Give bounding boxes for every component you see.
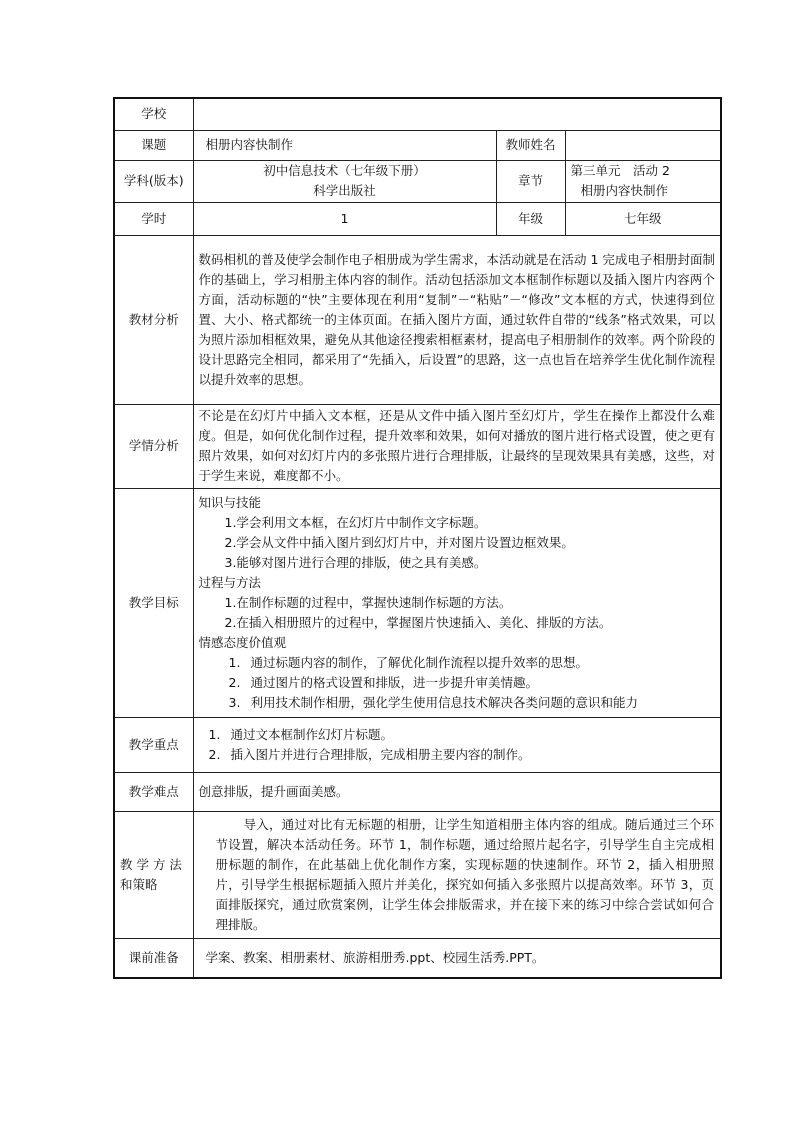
key-item-2 [199,745,716,765]
chapter-value [565,160,721,202]
goal-attitude-2-text: 通过图片的格式设置和排版，进一步提升审美情趣。 [250,674,539,690]
goal-attitude-3-num: 3. [228,694,241,710]
goal-attitude-3 [199,693,716,713]
key-item-2-num: 2. [208,746,221,762]
material-text: 数码相机的普及使学会制作电子相册成为学生需求，本活动就是在活动 1 完成电子相册封面制作的基础上，学习相册主体内容的制作。活动包括添加文本框制作标题以及插入图片内容两个方面，活动标题的“快”主要体现在利用“复制”－“粘贴”－“修改”文本框的方式，快速得到位置、大小、格式都统一的主体页面。在插入图片方面，通过软件自带的“线条”格式效果，可以为照片添加相框效果，避免从其他途径搜索相框素材，提高电子相册制作的效率。两个阶段的设计思路完全相同，都采用了“先插入，后设置”的思路，这一点也旨在培养学生优化制作流程以提升效率的思想。 [193,235,721,404]
method-text-cell [193,811,721,938]
row-topic [114,130,721,160]
row-key [114,717,721,772]
goals-heading-knowledge: 知识与技能 [198,494,262,510]
key-content [193,717,721,772]
goal-attitude-3-text: 利用技术制作相册，强化学生使用信息技术解决各类问题的意识和能力 [250,694,639,710]
row-method [114,811,721,938]
row-goals [114,488,721,717]
difficulty-label: 教学难点 [114,772,193,811]
subject-line1: 初中信息技术（七年级下册） [263,163,426,178]
goal-attitude-2-num: 2. [228,674,241,690]
goal-attitude-1-num: 1. [228,654,241,670]
row-hours [114,202,721,235]
material-label: 教材分析 [114,235,193,404]
key-item-1 [199,725,716,745]
row-learner [114,404,721,488]
method-label [114,811,193,938]
hours-value: 1 [193,202,496,235]
lesson-plan-table [113,97,722,979]
row-school [114,98,721,130]
goal-knowledge-3: 3.能够对图片进行合理的排版，使之具有美感。 [224,554,487,570]
goals-label: 教学目标 [114,488,193,717]
key-item-1-num: 1. [208,726,221,742]
topic-value: 相册内容快制作 [193,130,496,160]
subject-value [193,160,496,202]
method-label-line2: 和策略 [120,876,158,892]
difficulty-text: 创意排版，提升画面美感。 [193,772,721,811]
learner-label: 学情分析 [114,404,193,488]
grade-label: 年级 [496,202,565,235]
method-text: 导入，通过对比有无标题的相册，让学生知道相册主体内容的组成。随后通过三个环节设置，解决本活动任务。环节 1，制作标题，通过给照片起名字，引导学生自主完成相册标题的制作，在此基础上优化制作方案，实现标题的快速制作。环节 2，插入相册照片，引导学生根据标题插入照片并美化，探究如何插入多张照片以提高效率。环节 3，页面排版探究，通过欣赏案例，让学生体会排版需求，并在接下来的练习中综合尝试如何合理排版。 [215,816,715,932]
teacher-label: 教师姓名 [496,130,565,160]
goal-attitude-2 [199,673,716,693]
goal-process-2: 2.在插入相册照片的过程中，掌握图片快速插入、美化、排版的方法。 [224,614,612,630]
prep-text: 学案、教案、相册素材、旅游相册秀.ppt、校园生活秀.PPT。 [193,938,721,978]
chapter-line2: 相册内容快制作 [580,183,669,198]
row-prep [114,938,721,978]
goal-knowledge-1: 1.学会利用文本框，在幻灯片中制作文字标题。 [224,514,487,530]
row-difficulty [114,772,721,811]
method-label-line1: 教 学 方 法 [120,856,182,872]
chapter-label: 章节 [496,160,565,202]
key-item-1-text: 通过文本框制作幻灯片标题。 [230,726,394,742]
goal-attitude-1 [199,653,716,673]
chapter-line1: 第三单元 活动 2 [570,163,670,178]
subject-label: 学科(版本) [114,160,193,202]
prep-label: 课前准备 [114,938,193,978]
key-item-2-text: 插入图片并进行合理排版，完成相册主要内容的制作。 [230,746,531,762]
learner-text: 不论是在幻灯片中插入文本框，还是从文件中插入图片至幻灯片，学生在操作上都没什么难度。但是，如何优化制作过程，提升效率和效果，如何对播放的图片进行格式设置，使之更有照片效果，如何对幻灯片内的多张照片进行合理排版，让最终的呈现效果具有美感，这些，对于学生来说，难度都不小。 [193,404,721,488]
grade-value: 七年级 [565,202,721,235]
school-label: 学校 [114,98,193,130]
goal-process-1: 1.在制作标题的过程中，掌握快速制作标题的方法。 [224,594,512,610]
topic-label: 课题 [114,130,193,160]
school-value [193,98,721,130]
goals-heading-process: 过程与方法 [198,574,262,590]
goals-heading-attitude: 情感态度价值观 [198,634,287,650]
key-label: 教学重点 [114,717,193,772]
goal-attitude-1-text: 通过标题内容的制作，了解优化制作流程以提升效率的思想。 [250,654,589,670]
row-subject [114,160,721,202]
goals-content [193,488,721,717]
teacher-value [565,130,721,160]
subject-line2: 科学出版社 [313,183,376,198]
hours-label: 学时 [114,202,193,235]
row-material [114,235,721,404]
goal-knowledge-2: 2.学会从文件中插入图片到幻灯片中，并对图片设置边框效果。 [224,534,574,550]
